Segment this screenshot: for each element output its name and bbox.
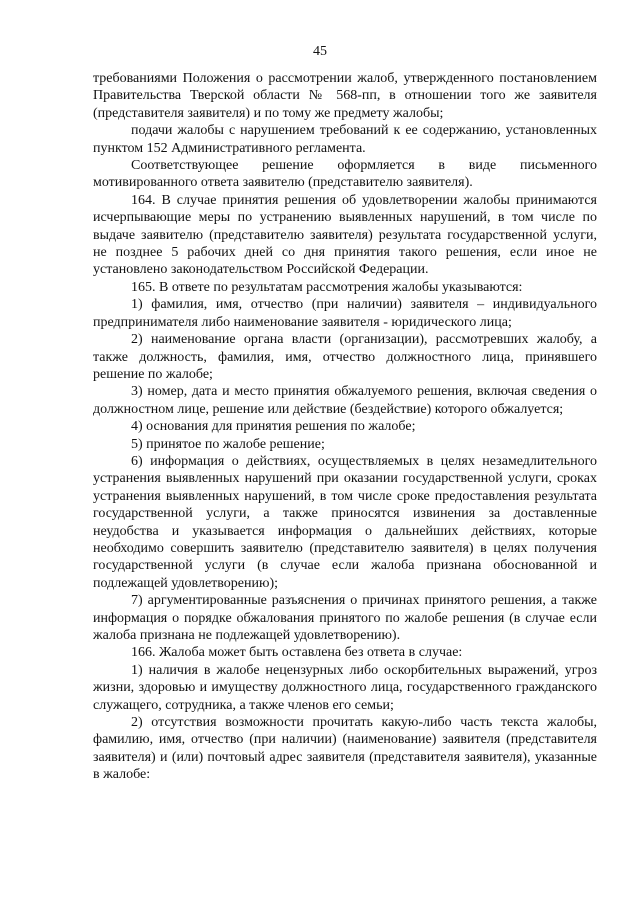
paragraph: требованиями Положения о рассмотрении жалоб, утвержденного постановлением Правительства Тверской области № 568-пп, в отношении того же заявителя (представителя заявителя) и по тому же предмету жалобы; — [93, 71, 597, 121]
list-item: 3) номер, дата и место принятия обжалуемого решения, включая сведения о должностном лице, решение или действие (бездействие) которого обжалуется; — [93, 384, 597, 417]
body-text — [93, 70, 597, 784]
page-number: 45 — [313, 44, 327, 59]
paragraph-item-164: 164. В случае принятия решения об удовлетворении жалобы принимаются исчерпывающие меры по устранению выявленных нарушений, в том числе по выдаче заявителю (представителю заявителя) результата государственной услуги, не позднее 5 рабочих дней со дня принятия такого решения, если иное не установлено законодательством Российской Федерации. — [93, 192, 597, 278]
list-item: 2) наименование органа власти (организации), рассмотревших жалобу, а также должность, фамилия, имя, отчество должностного лица, принявшего решение по жалобе; — [93, 332, 597, 382]
list-item: 5) принятое по жалобе решение; — [131, 436, 325, 452]
list-item: 1) наличия в жалобе нецензурных либо оскорбительных выражений, угроз жизни, здоровью и имуществу должностного лица, государственного гражданского служащего, сотрудника, а также членов его семьи; — [93, 662, 597, 713]
list-item: 2) отсутствия возможности прочитать какую-либо часть текста жалобы, фамилию, имя, отчество (при наличии) (наименование) заявителя (представителя заявителя) и (или) почтовый адрес заявителя (представителя заявителя), указанные в жалобе: — [93, 715, 597, 783]
list-item: 4) основания для принятия решения по жалобе; — [131, 419, 416, 435]
list-item: 1) фамилия, имя, отчество (при наличии) заявителя – индивидуального предпринимателя либо наименование заявителя - юридического лица; — [93, 297, 597, 330]
list-item: 6) информация о действиях, осуществляемых в целях незамедлительного устранения выявленных нарушений при оказании государственной услуги, сроках устранения выявленных нарушений, в том числе сроке предоставления результата государственной услуги, а также приносятся извинения за доставленные неудобства и указывается информация о дальнейших действиях, которые необходимо совершить заявителю (представителю заявителя) в целях получения государственной услуги (в случае если жалоба признана обоснованной и подлежащей удовлетворению); — [93, 453, 597, 591]
list-item: 7) аргументированные разъяснения о причинах принятого решения, а также информация о порядке обжалования принятого по жалобе решения (в случае если жалоба признана не подлежащей удовлетворению). — [93, 593, 597, 643]
paragraph: Соответствующее решение оформляется в виде письменного мотивированного ответа заявителю (представителю заявителя). — [93, 158, 597, 191]
paragraph: подачи жалобы с нарушением требований к ее содержанию, установленных пунктом 152 Административного регламента. — [93, 123, 597, 156]
paragraph-item-166: 166. Жалоба может быть оставлена без ответа в случае: — [131, 645, 463, 661]
paragraph-item-165: 165. В ответе по результатам рассмотрения жалобы указываются: — [131, 279, 523, 295]
